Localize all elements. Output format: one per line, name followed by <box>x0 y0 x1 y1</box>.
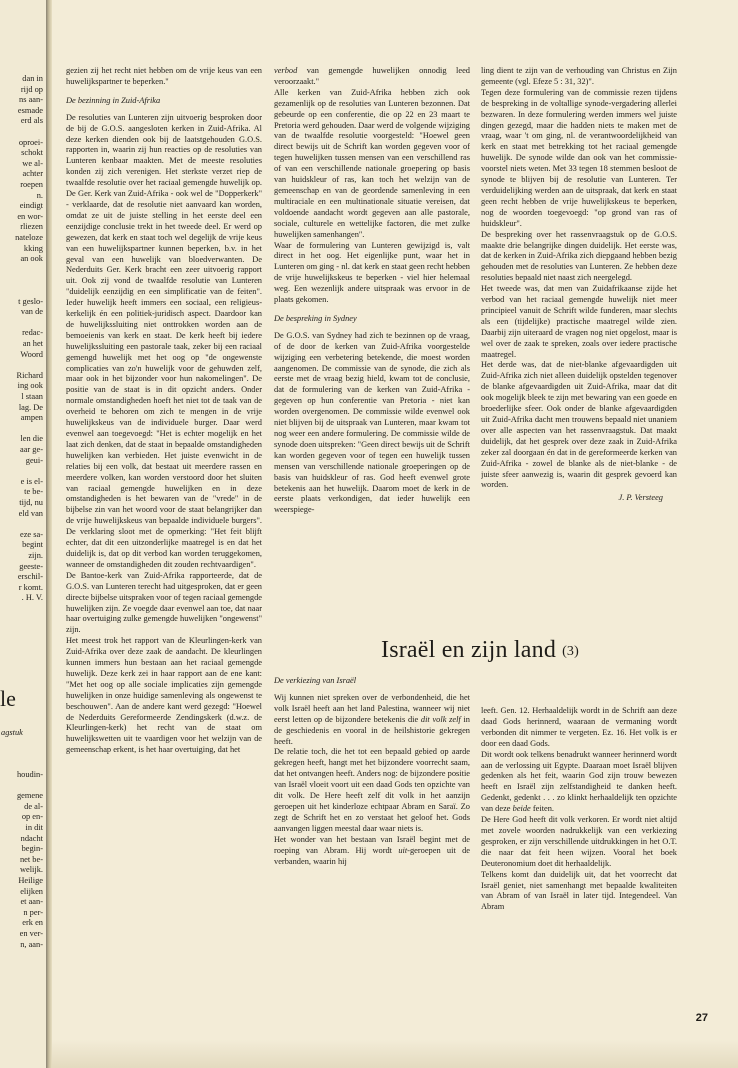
adjacent-page-line-fragment: elijken <box>20 886 43 896</box>
adjacent-page-line-fragment: len die <box>20 434 43 444</box>
article1-column-2 <box>274 66 470 626</box>
adjacent-page-line-fragment: eld van <box>18 508 43 518</box>
adjacent-page-heading-fragment: le <box>0 686 16 711</box>
article1-paragraph: Het meest trok het rapport van de Kleurlingen-kerk van Zuid-Afrika over deze zaak de aandacht. De kleurlingen kunnen immers hun bestaan aan het raciaal gemengde huwelijk. Deze kerk zei in haar rapport aan de ene kant: "Met het oog op alle sociale implicaties zijn gemengde huwelijken in onze huidige samenleving als ongewenst te beschouwen". Aan de andere kant werd gezegd: "Hoewel de Nederduits Gereformeerde Zendingskerk (d.w.z. de Kleurlingen-kerk) het recht van de staat om huwelijkswetten uit te vaardigen voor het welzijn van de gemeenschap erkent, is het haar overtuiging, dat het <box>66 636 262 755</box>
adjacent-page-line-fragment: an ook <box>20 254 43 264</box>
adjacent-page-line-fragment: in dit <box>25 823 43 832</box>
adjacent-page-line-fragment: net be- <box>19 854 43 864</box>
adjacent-page-line-fragment: geui- <box>25 455 43 465</box>
article1-paragraph: De G.O.S. van Sydney had zich te bezinnen op de vraag, of de door de kerken van Zuid-Afrika voorgestelde wijziging een verbetering betekende, die moest worden aangenomen. De commissie van de synode, die zich als eerste met de vraag bezig hield, kwam tot de conclusie, dat de formulering van de kerken van Zuid-Afrika - gegeven op hun conferentie van Pretoria - niet kan worden overgenomen. De commissie wilde evenwel ook niet blijven bij de uitspraak van Lunteren, maar kwam tot nog weer een andere formulering. De commissie wilde de synode doen uitspreken: "Geen direct bewijs uit de Schrift kan worden gegeven voor of tegen een huwelijk tussen mensen van verschillende nationale groeperingen op de basis van huidskleur of ras. God heeft evenwel grote betekenis aan het huwelijk. Daarom moet de kerk in de eerste plaats verkondigen, dat ieder huwelijk een weerspiege- <box>274 330 470 515</box>
adjacent-page-line-fragment: oproei- <box>18 137 43 147</box>
page-bottom-shading <box>52 1040 738 1068</box>
adjacent-page-line-fragment: roepen <box>20 180 43 189</box>
adjacent-page-line-fragment: en wor- <box>17 211 43 221</box>
adjacent-page-line-fragment: rliezen <box>20 222 43 232</box>
adjacent-page-strip <box>0 0 46 1068</box>
article2-paragraph: De Here God heeft dit volk verkoren. Er wordt niet altijd met zovele woorden nadrukkelijk van een verkiezing gesproken, er zijn verschillende uitdrukkingen in het O.T. die naar dat feit heen wijzen. Vooral het boek Deuteronomium doet dit herhaaldelijk. <box>481 815 677 868</box>
adjacent-page-line-fragment: esmade <box>17 105 43 115</box>
article1-paragraph: Tegen deze formulering van de commissie rezen tijdens de bespreking in de voltallige synode-vergadering allerlei bezwaren. In deze formulering werden immers wel juiste dingen gezegd, maar die hadden niets te maken met de vraag, waar 't om ging, nl. de verantwoordelijkheid van kerk en staat met betrekking tot het raciaal gemengde huwelijk. De synode wilde dan ook van het commissie-voorstel niets weten. Met 33 tegen 18 stemmen besloot de synode te blijven bij de resolutie van Lunteren. Ter verduidelijking werden aan de uitspraak, dat kerk en staat geen recht hebben de vrije huwelijkskeus te beperken, nog de woorden toegevoegd: "op grond van ras of huidskleur". <box>481 87 677 228</box>
article2-column-right <box>481 706 677 1006</box>
section-heading-sydney: De bespreking in Sydney <box>274 313 357 323</box>
article1-paragraph: Het tweede was, dat men van Zuidafrikaanse zijde het verbod van het raciaal gemengde huwelijk niet meer principieel vanuit de Schrift wilde funderen, maar slechts als een (tijdelijke) practische maatregel wilde zien. Daarbij zijn uiteraard de vragen nog niet opgelost, maar is wel over de zaak te spreken, zoals over iedere practische maatregel. <box>481 284 677 359</box>
adjacent-page-line-fragment: e is el- <box>20 476 43 486</box>
adjacent-page-line-fragment: n, aan- <box>20 939 43 949</box>
article1-paragraph: De Bantoe-kerk van Zuid-Afrika rapporteerde, dat de G.O.S. van Lunteren terecht had uitgesproken, dat er geen directe bijbelse uitspraken voor of tegen raciaal gemengde huwelijken zijn. Ze voegde daar evenwel aan toe, dat naar haar overtuiging zulke gemengde huwelijken "ongewenst" zijn. <box>66 570 262 635</box>
article2-paragraph: Telkens komt dan duidelijk uit, dat het voorrecht dat Israël geniet, niet samenhangt met bepaalde kwaliteiten van Abram of van Israël in later tijd. Integendeel. Van Abram <box>481 869 677 912</box>
adjacent-page-line-fragment: . H. V. <box>21 593 43 603</box>
article1-column-3 <box>481 66 677 626</box>
adjacent-page-line-fragment: redac- <box>22 328 43 338</box>
adjacent-page-line-fragment: rijd op <box>20 84 43 94</box>
article2-paragraph: Het wonder van het bestaan van Israël begint met de roeping van Abram. Hij wordt uit-geroepen uit de verbanden, waarin hij <box>274 834 470 866</box>
adjacent-page-line-fragment: eze sa- <box>19 529 43 539</box>
adjacent-page-line-fragment: te be- <box>24 487 43 497</box>
article1-paragraph: De bespreking over het rassenvraagstuk op de G.O.S. maakte drie belangrijke dingen duidelijk. Het eerste was, dat de kerken in Zuid-Afrika zich diepgaand hebben bezig gehouden met de resoluties van Lunteren. Ze hebben deze resoluties bepaald niet naast zich neergelegd. <box>481 229 677 283</box>
article2-title-text: Israël en zijn land <box>381 637 557 663</box>
adjacent-page-line-fragment: lag. De <box>18 402 43 412</box>
author-signature: J. P. Versteeg <box>618 493 663 503</box>
article2-paragraph: Wij kunnen niet spreken over de verbondenheid, die het volk Israël heeft aan het land Palestina, wanneer wij niet eerst letten op de bijzondere betekenis die dit volk zelf in de geschiedenis en vooral in de heilshistorie gekregen heeft. <box>274 692 470 746</box>
adjacent-page-line-fragment: zijn. <box>28 551 43 560</box>
article1-column-1 <box>66 66 262 998</box>
adjacent-page-line-fragment: tijd, nu <box>19 498 43 507</box>
adjacent-page-line-fragment: erd als <box>20 116 43 126</box>
adjacent-page-line-fragment: aar ge- <box>19 445 43 454</box>
adjacent-page-line-fragment: we al- <box>22 158 43 168</box>
page-spine <box>46 0 52 1068</box>
article1-paragraph: verbod van gemengde huwelijken onnodig leed veroorzaakt." <box>274 66 470 86</box>
adjacent-page-line-fragment: van de <box>20 307 43 317</box>
adjacent-page-line-fragment: en ver- <box>19 929 43 938</box>
adjacent-page-line-fragment: Heilige <box>18 876 43 885</box>
adjacent-page-line-fragment: dan in <box>22 74 43 83</box>
article1-paragraph: Alle kerken van Zuid-Afrika hebben zich ook gezamenlijk op de resoluties van Lunteren bezonnen. Dat gebeurde op een conferentie, die op 22 en 23 maart te Pretoria werd gehouden. Daar werd de volgende wijziging van de twaalfde resolutie voorgesteld: "Hoewel geen direct bewijs uit de Schrift kan worden gegeven voor of tegen huwelijken tussen mensen van een verschillend ras of van een verschillende nationale groepering op basis van huidskleur of ras, kan toch het welzijn van de gemeenschap en van de geordende samenleving in een multiraciale en een multinationale situatie vereisen, dat voldoende aandacht wordt gegeven aan alle pastorale, sociale, culturele en wettelijke factoren, die met zulke huwelijken samenhangen". <box>274 87 470 239</box>
adjacent-page-line-fragment: t geslo- <box>18 296 43 306</box>
article2-paragraph: Dit wordt ook telkens benadrukt wanneer herinnerd wordt aan de verlossing uit Egypte. Daaraan moet Israël blijven gedenken als het feit, waarin God zijn trouw bewezen heeft en Israël zijn zelfstandigheid te danken heeft. Gedenkt, gedenkt . . . zo klinkt herhaaldelijk ten opzichte van deze beide feiten. <box>481 749 677 814</box>
section-heading-verkiezing: De verkiezing van Israël <box>274 676 357 685</box>
adjacent-page-line-fragment: begint <box>22 540 43 550</box>
article2-part-number: (3) <box>562 644 579 659</box>
article1-paragraph: De resoluties van Lunteren zijn uitvoerig besproken door de bij de G.O.S. aangesloten kerken in Zuid-Afrika. Al deze kerken dienden ook bij de laatstgehouden G.O.S. rapporten in, waarin zij hun reacties op de resoluties van Lunteren kenbaar maakten. Met de meeste resoluties konden zij zich verenigen. Het sterkste verzet riep de twaalfde resolutie over het raciaal gemengde huwelijk op. De Ger. Kerk van Zuid-Afrika - ook wel de "Dopperkerk" - verklaarde, dat de resolutie niet aanvaard kan worden, omdat ze uit de juiste stelling in het eerste deel een eenzijdige conclusie trekt in het tweede deel. Er werd op gewezen, dat kerk en staat toch wel degelijk de vrije keus van een huwelijkspartner kunnen beperken, b.v. in het geval van een huwelijk van bloedverwanten. De Nederduits Ger. Kerk bracht een zeer uitvoerig rapport uit. Ook zij vond de twaalfde resolutie van Lunteren "duidelijk eenzijdig en een simplificatie van de feiten". Ieder huwelijk heeft immers een sociaal, een religieus-kerkelijk én een politiek-juridisch aspect. Daardoor kan de huwelijkssluiting niet onttrokken worden aan de bemoeienis van kerk en staat. De kerk heeft bij iedere huwelijkssluiting een pastorale taak, zeker bij een raciaal gemengd huwelijk met het oog op "de ongewenste complicaties van zo'n huwelijk voor de gehuwden zelf, maar ook in het bijzonder voor hun nakomelingen". De positie van de staat is in dit opzicht anders. Onder normale omstandigheden hoeft het niet tot de taak van de overheid te behoren om zich te mengen in de vrije huwelijkskeus van de individuele burger. Daar werd evenwel aan toegevoegd: "Het is echter mogelijk en het laat zich denken, dat de staat in bepaalde omstandigheden huwelijken kan verbieden. Het juiste evenwicht in de relaties bij een volk, dat bestaat uit meerdere rassen en meerdere volken, kan worden verstoord door het sluiten van raciaal gemengde huwelijken en in deze omstandigheden is het bewaren van de "vrede" in de bijbelse zin van het woord voor de staat belangrijker dan de vrije huwelijkskeus van bepaalde individuele burgers". De verklaring sloot met de opmerking: "Het feit blijft echter, dat dit een uitzonderlijke maatregel is en dat het duidelijk is, dat op dit verbod kan worden teruggekomen, wanneer de omstandigheden dit zouden rechtvaardigen". <box>66 112 262 569</box>
adjacent-page-line-fragment: erk en <box>22 918 43 928</box>
adjacent-page-line-fragment: nateloze <box>15 233 43 242</box>
adjacent-page-line-fragment: Richard <box>16 370 43 380</box>
article1-paragraph: Het derde was, dat de niet-blanke afgevaardigden uit Zuid-Afrika zich niet alleen duidelijk opstelden tegenover de blanke afgevaardigden uit Zuid-Afrika, maar dat dit ook mogelijk bleek te zijn met bewaring van een goede en broederlijke sfeer. Ook onder de blanke afgevaardigden uit Zuid-Afrika dacht men trouwens bepaald niet unaniem over alle aspecten van het rassenvraagstuk. Dat maakt duidelijk, dat het gesprek over deze zaak in Zuid-Afrika zeker zal doorgaan én dat in de gereformeerde kerken van Zuid-Afrika - zowel de blanke als de niet-blanke - de juiste sfeer aanwezig is, waarin dit gesprek gevoerd kan worden. <box>481 360 677 490</box>
adjacent-page-line-fragment: n. <box>36 190 43 200</box>
adjacent-page-line-fragment: r komt. <box>18 582 43 592</box>
adjacent-page-line-fragment: de al- <box>24 801 43 811</box>
adjacent-page-line-fragment: ampen <box>20 413 43 423</box>
adjacent-page-line-fragment: ing ook <box>17 381 43 391</box>
adjacent-page-line-fragment: welijk. <box>19 865 43 875</box>
adjacent-page-italic-fragment: agstuk <box>1 728 23 737</box>
adjacent-page-line-fragment: achter <box>22 169 43 179</box>
article1-intro-paragraph: gezien zij het recht niet hebben om de vrije keus van een huwelijkspartner te beperken." <box>66 66 262 86</box>
article1-paragraph: Waar de formulering van Lunteren gewijzigd is, valt direct in het oog. Het eigenlijke punt, waar het in Lunteren om ging - nl. dat kerk en staat geen recht hebben de vrije huwelijkskeus te beperken - viel hier helemaal weg. Een wezenlijk andere uitspraak was ervoor in de plaats gekomen. <box>274 240 470 305</box>
adjacent-page-line-fragment: begin- <box>21 844 43 854</box>
article2-paragraph: leeft. Gen. 12. Herhaaldelijk wordt in de Schrift aan deze daad Gods herinnerd, waaraan de vermaning wordt verbonden dit nimmer te vergeten. Ez. 16. Het volk is er door een daad Gods. <box>481 706 677 748</box>
adjacent-page-line-fragment: kking <box>23 243 43 253</box>
article2-column-left <box>274 676 470 1006</box>
adjacent-page-line-fragment: et aan- <box>20 897 43 907</box>
adjacent-page-line-fragment: l staan <box>21 392 43 401</box>
adjacent-page-line-fragment: schokt <box>21 148 43 158</box>
adjacent-page-line-fragment: erschil- <box>17 572 43 582</box>
adjacent-page-line-fragment: op en- <box>21 812 43 822</box>
adjacent-page-line-fragment: ns aan- <box>19 95 43 105</box>
adjacent-page-line-fragment: ndacht <box>20 833 43 843</box>
article1-paragraph: ling dient te zijn van de verhouding van Christus en Zijn gemeente (vgl. Efeze 5 : 31, 32)". <box>481 66 677 86</box>
adjacent-page-line-fragment: eindigt <box>19 201 43 211</box>
adjacent-page-line-fragment: gemene <box>16 791 43 801</box>
adjacent-page-line-fragment: geeste- <box>19 561 43 571</box>
article2-title <box>300 636 660 666</box>
page-number: 27 <box>695 1012 708 1024</box>
adjacent-page-line-fragment: n per- <box>23 907 43 917</box>
adjacent-page-line-fragment: Woord <box>20 349 43 359</box>
article2-paragraph: De relatie toch, die het tot een bepaald gebied op aarde gekregen heeft, hangt met het bijzondere voorrecht saam, dat het ontvangen heeft. Anders nog: de bijzondere positie van Israël vloeit voort uit een daad Gods ten opzichte van dit volk. De Here heeft zelf dit volk in het aanzijn geroepen uit het kinderloze echtpaar Abram en Saraï. Zo zegt de Schrift het en zo verstaat het geloof het. Gods aanvangen liggen meestal daar waar niets is. <box>274 747 470 833</box>
adjacent-page-line-fragment: an het <box>22 339 43 348</box>
section-heading-bezinning: De bezinning in Zuid-Afrika <box>66 95 161 105</box>
adjacent-page-line-fragment: houdin- <box>16 770 43 779</box>
